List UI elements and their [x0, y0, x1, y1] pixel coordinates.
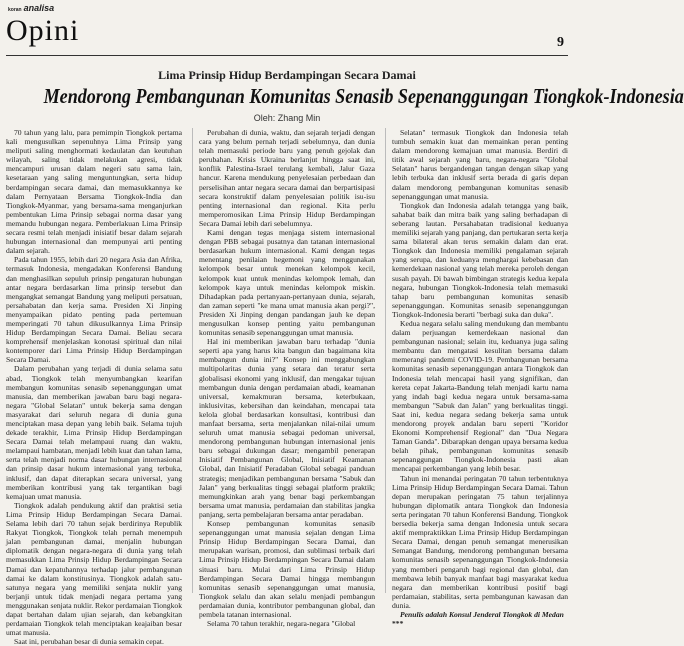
paragraph: Hal ini memberikan jawaban baru terhadap "dunia seperti apa yang harus kita bangun dan bagaimana kita membangun dunia ini?" Konsep ini menggabungkan multipolaritas dunia yang setara dan teratur serta globalisasi ekonomi yang inklusif, dan mengakar tujuan membangun dunia dengan perdamaian abadi, keamanan universal, kemakmuran bersama, keterbukaan, inklusivitas, kebersihan dan keindahan, mencapai tata kelola global berdasarkan konsultasi, kontribusi dan manfaat bersama, serta menjalankan nilai-nilai umum seluruh umat manusia sebagai pedoman universal, mendorong pembangunan hubungan internasional jenis baru sebagai dukungan dasar; mengambil penerapan Inisiatif Pembangunan Global, Inisiatif Keamanan Global, dan Inisiatif Peradaban Global sebagai panduan strategis; menjadikan pembangunan bersama "Sabuk dan Jalan" yang berkualitas tinggi sebagai platform praktik; memungkinkan arah yang benar bagi perkembangan bersama umat manusia, perdamaian dan stabilitas jangka panjang, serta pembelajaran bersama antar peradaban.	[199, 337, 375, 519]
article-kicker: Lima Prinsip Hidup Berdampingan Secara Damai	[158, 68, 416, 82]
page-number: 9	[557, 35, 564, 50]
paragraph: Selatan" termasuk Tiongkok dan Indonesia telah tumbuh semakin kuat dan memainkan peran penting dalam mendorong kemajuan umat manusia. Berdiri di titik awal sejarah yang baru, negara-negara "Global Selatan" harus bergandengan tangan dengan sikap yang lebih terbuka dan inklusif serta berada di garis depan dalam mendorong pembangunan komunitas senasib sepenanggungan umat manusia.	[392, 128, 568, 201]
paragraph: Pada tahun 1955, lebih dari 20 negara Asia dan Afrika, termasuk Indonesia, mengadakan Konferensi Bandung dan menghasilkan sepuluh prinsip pengaturan hubungan antar negara berdasarkan lima prinsip tersebut dan mengangkat semangat Bandung yang meliputi persatuan, persahabatan dan kerja sama. Presiden Xi Jinping menyampaikan pidato penting pada pertemuan memperingati 70 tahun dikusulkannya Lima Prinsip Hidup Berdampingan Secara Damai. Beliau secara komprehensif menjelaskan konotasi spiritual dan nilai kontemporer dari Lima Prinsip Hidup Berdampingan Secara Damai.	[6, 255, 182, 365]
paragraph: Selama 70 tahun terakhir, negara-negara "Global	[207, 619, 356, 629]
paragraph: Tiongkok dan Indonesia adalah tetangga yang baik, sahabat baik dan mitra baik yang saling berhadapan di seberang lautan. Persahabatan tradisional keduanya memiliki sejarah yang panjang, dan pertukaran serta kerja sama bilateral akan terus semakin dalam dan erat. Tiongkok dan Indonesia memiliki pengalaman sejarah yang serupa, dan keduanya menghargai kebebasan dan kemerdekaan nasional yang telah mereka peroleh dengan susah payah. Di bawah bimbingan strategis kedua kepala negara, hubungan Tiongkok-Indonesia telah memasuki tahap baru pembangunan komunitas senasib sepenanggungan. Komunitas senasib sepenanggungan Tiongkok-Indonesia berarti "berbagi suka dan duka".	[392, 200, 568, 319]
page-header	[0, 0, 574, 70]
paragraph: Saat ini, perubahan besar di dunia semakin cepat.	[14, 637, 164, 646]
paragraph: Kedua negara selalu saling mendukung dan membantu dalam perjuangan kemerdekaan nasional dan pembangunan nasional; selain itu, keduanya juga saling membantu dan mengatasi kesulitan bersama dalam memerangi pandemi COVID-19. Pembangunan bersama komunitas senasib sepenanggungan antara Tiongkok dan Indonesia telah mencapai hasil yang signifikan, dan kereta cepat Jakarta-Bandung telah menjadi kartu nama yang indah bagi kedua negara untuk bersama-sama membangun "Sabuk dan Jalan" yang berkualitas tinggi. Saat ini, kedua negara sedang bekerja sama untuk mendorong proyek andalan baru seperti "Koridor Ekonomi Komprehensif Regional" dan "Dua Negara Taman Ganda". Dibarapkan dengan upaya bersama kedua belah pihak, pembangunan komunitas senasib sepenanggungan Tiongkok-Indonesia pasti akan mencapai perkembangan yang lebih besar.	[392, 318, 568, 474]
column-divider	[385, 128, 386, 593]
paragraph: Tahun ini menandai peringatan 70 tahun terbentuknya Lima Prinsip Hidup Berdampingan Secara Damai. Tahun depan merupakan peringatan 75 tahun terjalinnya hubungan diplomatik antara Tiongkok dan Indonesia serta peringatan 70 tahun Konferensi Bandung. Tiongkok bersedia bekerja sama dengan Indonesia untuk secara aktif mempraktikkan Lima Prinsip Hidup Berdampingan Secara Damai, dengan penuh semangat menerusikan Semangat Bandung, mendorong pembangunan bersama komunitas senasib sepenanggungan Tiongkok-Indonesia yang memberi pengaruh bagi regional dan global, dan membawa lebih banyak manfaat bagi masyarakat kedua negara dan memberikan kontribusi positif bagi perdamaian, stabilitas, serta pembangunan kawasan dan dunia.	[392, 473, 568, 610]
header-divider	[6, 55, 568, 56]
paragraph: 70 tahun yang lalu, para pemimpin Tiongkok pertama kali mengusulkan sepenuhnya Lima Prinsip yang meliputi saling menghormati kedaulatan dan keutuhan wilayah, saling tidak melakukan agresi, tidak mencampuri urusan dalam negeri satu sama lain, kesetaraan yang saling menguntungkan, serta hidup berdampingan secara damai, dan memasukkannya ke dalam Pernyataan Bersama Tiongkok-India dan Tiongkok-Myanmar, yang bersama-sama menganjurkan pembentukan Lima Prinsip sebagai norma dasar yang memandu hubungan negara. Pemberlakuan Lima Prinsip secara resmi telah menjadi inisiatif besar dalam sejarah hubungan internasional dan mempunyai arti penting dalam sejarah.	[6, 128, 182, 256]
logo-text: analisa	[23, 3, 55, 13]
article-column-2	[199, 128, 375, 629]
section-title: Opini	[6, 14, 80, 47]
end-mark: ***	[392, 619, 404, 629]
signature-text: Penulis adalah Konsul Jenderal Tiongkok di Medan	[400, 609, 564, 619]
article-column-3	[392, 128, 568, 629]
paragraph: Tiongkok adalah pendukung aktif dan praktisi setia Lima Prinsip Hidup Berdampingan Secara Damai. Selama lebih dari 70 tahun sejak berdirinya Republik Rakyat Tiongkok, Tiongkok telah pernah menempuh jalan pembangunan damai, menjalin hubungan diplomatik dengan negara-negara di dunia yang telah memasukkan Lima Prinsip Hidup Berdampingan Secara Damai dan kepatuhannya terhadap jalur pembangunan damai ke dalam konstitusinya. Tiongkok adalah satu-satunya negara yang memiliki senjata nuklir yang berjanji untuk tidak menjadi negara pertama yang menggunakan senjata nuklir. Rekor perdamaian Tiongkok dapat bertahan dalam ujian sejarah, dan kebangkitan perdamaian Tiongkok telah menciptakan keajaiban besar umat manusia.	[6, 500, 182, 638]
paragraph: Dalam perubahan yang terjadi di dunia selama satu abad, Tiongkok telah menyumbangkan kearifan membangun komunitas senasib sepenanggungan umat manusia, dan memberikan jawaban baru bagi negara-negara "Global Selatan" untuk bekerja sama dengan masyarakat dari seluruh negara di dunia guna menciptakan masa depan yang lebih baik. Selama tujuh dekade terakhir, Lima Prinsip Hidup Berdampingan Secara Damai telah melampaui ruang dan waktu, melampaui hambatan, menjadi lebih kuat dan tahan lama, serta telah menjadi norma dasar hubungan internasional dan prinsip dasar hukum internasional yang terbuka, inklusif, dan dapat diterapkan secara universal, yang memberikan kontribusi yang tak tergantikan bagi kemajuan umat manusia.	[6, 364, 182, 501]
article-column-1	[6, 128, 182, 646]
article-headline: Mendorong Pembangunan Komunitas Senasib Sepenanggungan Tiongkok-Indonesia	[43, 84, 684, 108]
paragraph: Perubahan di dunia, waktu, dan sejarah terjadi dengan cara yang belum pernah terjadi sebelumnya, dan dunia telah memasuki periode baru yang penuh gejolak dan perubahan. Krisis Ukraina berlanjut hingga saat ini, konflik Palestina-Israel terulang kembali, Jalur Gaza hancur. Karena mendukung penyelesaian perbedaan dan perselisihan antar negara secara damai dan berpartisipasi secara konstruktif dalam penyelesaian politik isu-isu penting internasional dan regional. Kita perlu memperomosikan Lima Prinsip Hidup Berdampingan Secara Damai lebih dari sebelumnya.	[199, 128, 375, 228]
column-divider	[192, 128, 193, 593]
paragraph: Konsep pembangunan komunitas senasib sepenanggungan umat manusia sejalan dengan Lima Prinsip Hidup Berdampingan Secara Damai, dan merupakan warisan, promosi, dan sublimasi terbaik dari Lima Prinsip Hidup Berdampingan Secara Damai dalam situasi baru. Mulai dari Lima Prinsip Hidup Berdampingan Secara Damai hingga membangun komunitas senasib sepenanggungan umat manusia, Tiongkok selalu dan akan selalu menjadi pembangun perdamaian dunia, kontributor pembangunan global, dan pembela tatanan internasional.	[199, 519, 375, 619]
logo-small-text: koran	[8, 7, 22, 13]
author-signature	[392, 610, 568, 628]
paragraph: Kami dengan tegas menjaga sistem internasional dengan PBB sebagai pusatnya dan tatanan internasional berdasarkan hukum internasional. Kami dengan tegas menentang penilaian hegemoni yang menggunakan kelompok besar untuk menekan kelompok kecil, kelompok kuat untuk menindas kelompok lemah, dan kelompok kaya untuk menindas kelompok miskin. Dihadapkan pada pertanyaan-pertanyaan dunia, sejarah, dan zaman seperti "ke mana umat manusia akan pergi?", Presiden Xi Jinping dengan pandangan jauh ke depan mengusulkan konsep penting yaitu pembangunan komunitas senasib sepenanggungan umat manusia.	[199, 228, 375, 338]
article-byline: Oleh: Zhang Min	[253, 113, 321, 123]
